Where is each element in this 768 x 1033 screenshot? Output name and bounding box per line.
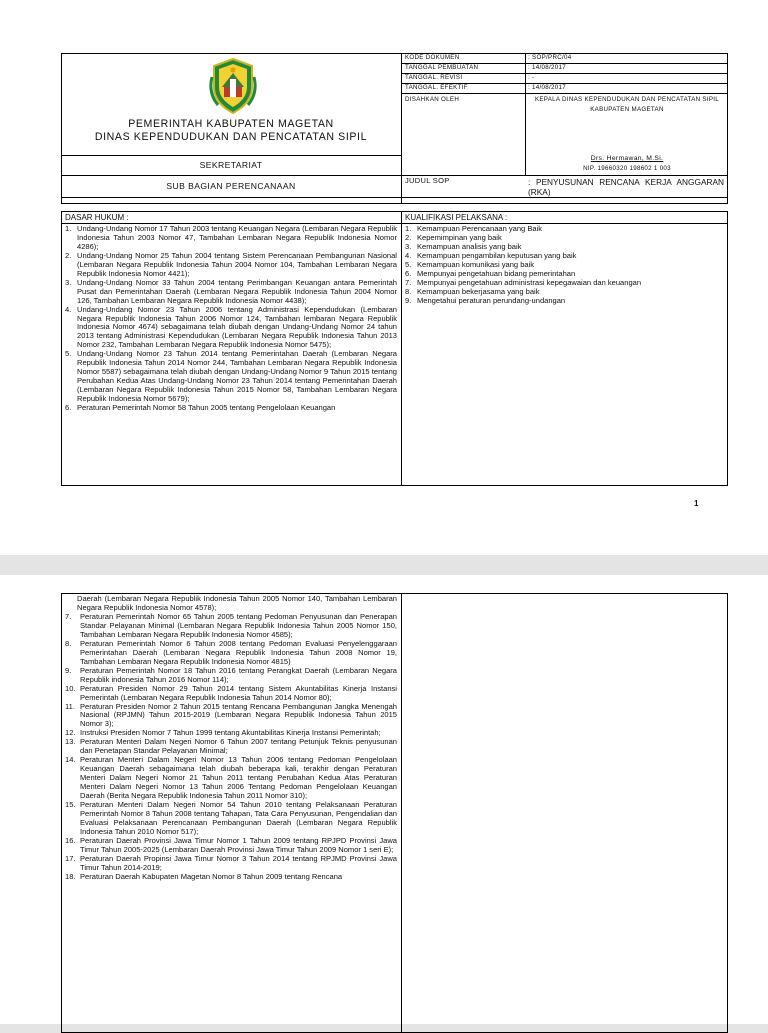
dasar-hukum-list-page1 <box>65 225 397 413</box>
kode-dokumen-label: KODE DOKUMEN <box>405 54 460 61</box>
list-item: 9. Peraturan Pemerintah Nomor 18 Tahun 2016 tentang Perangkat Daerah (Lembaran Negara Republik indonesia Tahun 2016 Nomor 114); <box>65 665 397 684</box>
org-name-line2: DINAS KEPENDUDUKAN DAN PENCATATAN SIPIL <box>94 131 368 143</box>
list-item: 7. Mempunyai pengetahuan administrasi kepegawaian dan keuangan <box>405 277 642 287</box>
list-item: 13. Peraturan Menteri Dalam Negeri Nomor 6 Tahun 2007 tentang Petunjuk Teknis penyusunan dan Penetapan Standar Pelayanan Minimal; <box>65 737 397 756</box>
list-item: 1. Undang-Undang Nomor 17 Tahun 2003 tentang Keuangan Negara (Lembaran Negara Republik Indonesia Tahun 2003 Nomor 47, Tambahan Lembaran Negara Republik Indonesia Nomor 4286); <box>65 224 397 251</box>
tanggal-revisi-label: TANGGAL. REVISI <box>405 74 463 81</box>
list-item: 1. Kemampuan Perencanaan yang Baik <box>405 224 543 233</box>
kualifikasi-heading: KUALIFIKASI PELAKSANA : <box>405 213 508 222</box>
tanggal-pembuatan-value: : 14/08/2017 <box>528 64 567 71</box>
tanggal-revisi-value: : - <box>528 74 535 81</box>
list-item: 11. Peraturan Presiden Nomor 2 Tahun 2015 tentang Rencana Pembangunan Jangka Menengah Nasional (RPJMN) Tahun 2015-2019 (Lembaran Negara Republik Indonesia Tahun 2015 Nomor 3); <box>65 701 397 729</box>
subunit-label: SUB BAGIAN PERENCANAAN <box>166 181 296 191</box>
disahkan-oleh-line1: KEPALA DINAS KEPENDUDUKAN DAN PENCATATAN SIPIL <box>534 96 720 103</box>
dasar-hukum-continuation: Daerah (Lembaran Negara Republik Indonesia Tahun 2005 Nomor 140, Tambahan Lembaran Negara Republik Indonesia Nomor 4578); <box>77 594 397 612</box>
list-item: 18. Peraturan Daerah Kabupaten Magetan Nomor 8 Tahun 2009 tentang Rencana <box>65 871 343 881</box>
list-item: 6. Peraturan Pemerintah Nomor 58 Tahun 2005 tentang Pengelolaan Keuangan <box>65 403 336 413</box>
kualifikasi-list <box>405 225 723 306</box>
list-item: 16. Peraturan Daerah Provinsi Jawa Timur Nomor 1 Tahun 2009 tentang RPJPD Provinsi Jawa Timur Tahun 2005-2025 (Lembaran Daerah Provinsi Jawa Timur Tahun 2009 Nomor 1 seri E); <box>65 835 397 854</box>
document-page-2 <box>0 575 768 1024</box>
regency-emblem-logo <box>208 57 258 115</box>
list-item: 14. Peraturan Menteri Dalam Negeri Nomor 13 Tahun 2006 tentang Pedoman Pengelolaan Keuangan Daerah sebagaimana telah diubah beberapa kali, terakhir dengan Peraturan Menteri Dalam Negeri Nomor 21 Tahun 2011 tentang Perubahan Kedua Atas Peraturan Menteri Dalam Negeri Nomor 13 Tahun 2006 Tentang Pedoman Pengelolaan Keuangan Daerah (Berita Negara Republik Indonesia Tahun 2011 Nomor 310); <box>65 755 397 801</box>
dasar-hukum-list-page2 <box>65 613 397 882</box>
list-item: 9. Mengetahui peraturan perundang-undangan <box>405 295 566 305</box>
list-item: 7. Peraturan Pemerintah Nomor 65 Tahun 2005 tentang Pedoman Penyusunan dan Penerapan Standar Pelayanan Minimal (Lembaran Negara Republik Indonesia Tahun 2005 Nomor 150, Tambahan Lembaran Negara Republik Indonesia Nomor 4585); <box>65 612 397 639</box>
list-item: 17. Peraturan Daerah Propinsi Jawa Timur Nomor 3 Tahun 2014 tentang RPJMD Provinsi Jawa Timur Tahun 2014-2019; <box>65 853 397 872</box>
list-item: 4. Undang-Undang Nomor 23 Tahun 2006 tentang Administrasi Kependudukan (Lembaran Negara Republik Indonesia Tahun 2006 Nomor 124, Tambahan lembaran Negara Republik Indonesia Nomor 4674) sebagaimana telah diubah dengan Undang-Undang Nomor 24 tahun 2013 tentang Administrasi Kependudukan (Lembaran Negara Republik Indonesia Tahun 2013 Nomor 232, Tambahan Lembaran Negara Republik Indonesia Nomor 5475); <box>65 304 397 350</box>
tanggal-efektif-value: : 14/08/2017 <box>528 84 567 91</box>
list-item: 12. Instruksi Presiden Nomor 7 Tahun 1999 tentang Akuntabilitas Kinerja Instansi Pemerintah; <box>65 728 381 738</box>
list-item: 3. Kemampuan analisis yang baik <box>405 241 522 251</box>
list-item: 2. Undang-Undang Nomor 25 Tahun 2004 tentang Sistem Perencanaan Pembangunan Nasional (Lembaran Negara Republik Indonesia Tahun 2004 Nomor 104, Tambahan Lembaran Negara Republik Indonesia Nomor 4421); <box>65 250 397 278</box>
list-item: 8. Peraturan Pemerintah Nomor 6 Tahun 2008 tentang Pedoman Evaluasi Penyelenggaraan Pemerintahan Daerah (Lembaran Negara Republik Indonesia Tahun 2008 Nomor 19, Tambahan Lembaran Negara Republik Indonesia Nomor 4815) <box>65 638 397 666</box>
disahkan-oleh-line2: KABUPATEN MAGETAN <box>590 106 664 113</box>
list-item: 15. Peraturan Menteri Dalam Negeri Nomor 54 Tahun 2010 tentang Pelaksanaan Peraturan Pemerintah Nomor 8 Tahun 2008 tentang Tahapan, Tata Cara Penyusunan, Pengendalian dan Evaluasi Pelaksanaan Perencanaan Pembangunan Daerah (Lembaran Negara Republik Indonesia Tahun 2010 Nomor 517); <box>65 800 397 836</box>
signer-nip: NIP. 19660320 198602 1 003 <box>583 165 671 172</box>
judul-sop-value: : PENYUSUNAN RENCANA KERJA ANGGARAN (RKA) <box>528 177 724 197</box>
judul-sop-label: JUDUL SOP <box>405 176 450 185</box>
list-item: 2. Kepemimpinan yang baik <box>405 232 502 242</box>
page-number: 1 <box>694 499 699 508</box>
list-item: 4. Kemampuan pengambilan keputusan yang baik <box>405 250 577 260</box>
tanggal-efektif-label: TANGGAL. EFEKTIF <box>405 84 468 91</box>
unit-label: SEKRETARIAT <box>199 160 263 170</box>
tanggal-pembuatan-label: TANGGAL PEMBUATAN <box>405 64 479 71</box>
list-item: 5. Kemampuan komunikasi yang baik <box>405 259 535 269</box>
dasar-hukum-heading: DASAR HUKUM : <box>65 213 129 222</box>
org-name-line1: PEMERINTAH KABUPATEN MAGETAN <box>128 118 334 130</box>
list-item: 8. Kemampuan bekerjasama yang baik <box>405 286 540 296</box>
disahkan-oleh-label: DISAHKAN OLEH <box>405 96 460 103</box>
list-item: 6. Mempunyai pengetahuan bidang pemerintahan <box>405 268 576 278</box>
list-item: 3. Undang-Undang Nomor 33 Tahun 2004 tentang Perimbangan Keuangan antara Pemerintah Pusat dan Pemerintahan Daerah (Lembaran Negara Republik Indonesia Tahun 2004 Nomor 126, Tambahan Lembaran Negara Republik Indonesia Nomor 4438); <box>65 277 397 305</box>
kode-dokumen-value: : SOP/PRC/04 <box>528 54 572 61</box>
list-item: 5. Undang-Undang Nomor 23 Tahun 2014 tentang Pemerintahan Daerah (Lembaran Negara Republik Indonesia Tahun 2014 Nomor 244, Tambahan Lembaran Negara Republik Indonesia Nomor 5587) sebagaimana telah diubah dengan Undang-Undang Nomor 9 Tahun 2015 tentang Perubahan Kedua Atas Undang-Undang Nomor 23 Tahun 2014 tentang Pemerintahan Daerah (Lembaran Negara Republik Indonesia Tahun 2015 Nomor 58, Tambahan Lembaran Negara Republik Indonesia Nomor 5679); <box>65 349 397 404</box>
signer-name: Drs. Hermawan, M.Si. <box>590 155 664 162</box>
list-item: 10. Peraturan Presiden Nomor 29 Tahun 2014 tentang Sistem Akuntabilitas Kinerja Instansi Pemerintah (Lembaran Negara Republik Indonesia Tahun 2014 Nomor 80); <box>65 683 397 702</box>
